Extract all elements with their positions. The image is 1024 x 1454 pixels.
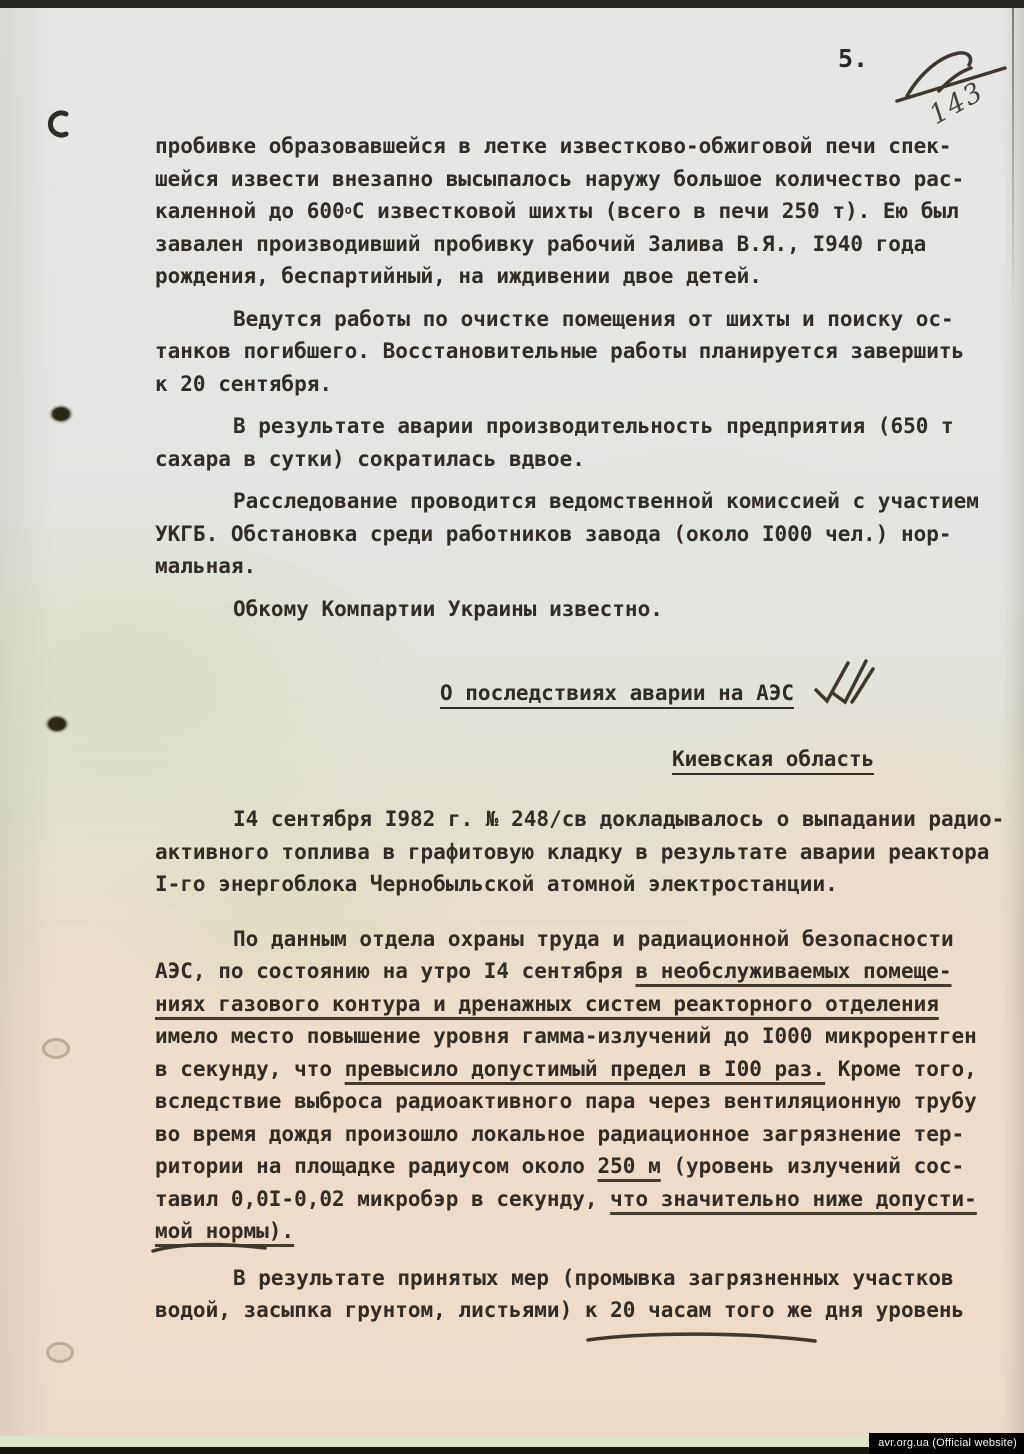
text-segment: имело место повышение уровня гамма-излучений до I000 микрорентген: [155, 1024, 977, 1048]
paragraph: [155, 410, 1024, 475]
text-line: [155, 1085, 1024, 1118]
text-line: [155, 518, 1024, 551]
text-line: [155, 130, 1024, 163]
text-segment: По данным отдела охраны труда и радиационной безопасности: [233, 926, 954, 951]
text-segment: Ведутся работы по очистке помещения от шихты и поиску ос-: [233, 306, 954, 331]
text-segment: в необслуживаемых помеще-: [635, 959, 952, 983]
text-line: [440, 677, 1024, 710]
text-segment: каленной до 600: [155, 199, 345, 223]
text-line: [155, 1183, 1024, 1216]
watermark-label: avr.org.ua (Official website): [869, 1433, 1024, 1454]
paragraph: [155, 485, 1024, 583]
heading-checkmarks-icon: [812, 656, 878, 708]
text-line: [155, 1215, 1024, 1248]
text-segment: ритории на площадке радиусом около: [155, 1154, 598, 1178]
text-line: [155, 803, 1024, 836]
text-segment: ниях газового контура и дренажных систем реакторного отделения: [155, 991, 939, 1016]
text-segment: к 20 сентября.: [155, 371, 333, 396]
paragraph: [155, 803, 1024, 901]
text-segment: тавил 0,0I-0,02 микробэр в секунду,: [155, 1186, 611, 1211]
text-line: [155, 443, 1024, 476]
text-line: [155, 163, 1024, 196]
text-segment: Расследование проводится ведомственной комиссией с участием: [233, 489, 979, 513]
text-segment: превысило допустимый предел в I00 раз.: [344, 1056, 826, 1081]
text-segment: Кроме того,: [825, 1056, 977, 1081]
text-line: [155, 1118, 1024, 1151]
text-segment: С известковой шихты (всего в печи 250 т). Ею был: [351, 199, 959, 223]
text-line: [155, 868, 1024, 901]
page-number: 5.: [838, 44, 869, 73]
text-line: [155, 1020, 1024, 1053]
handwritten-page-number: 143: [924, 75, 990, 132]
text-segment: Обкому Компартии Украины известно.: [233, 596, 663, 621]
document-region: [672, 743, 1024, 776]
text-segment: АЭС, по состоянию на утро I4 сентября: [155, 959, 636, 983]
text-segment: рождения, беспартийный, на иждивении двое детей.: [155, 264, 762, 288]
text-line: [155, 335, 1024, 368]
text-segment: I4 сентября I982 г. № 248/св докладывалось о выпадании радио-: [233, 807, 1005, 831]
text-line: [155, 368, 1024, 401]
text-line: [155, 410, 1024, 443]
text-segment: В результате принятых мер (промывка загрязненных участков: [233, 1265, 954, 1290]
text-line: [155, 195, 1024, 228]
text-segment: во время дождя произошло локальное радиационное загрязнение тер-: [155, 1121, 965, 1146]
text-line: [155, 303, 1024, 336]
text-line: [155, 550, 1024, 583]
text-segment: (уровень излучений сос-: [660, 1154, 965, 1178]
text-segment: мой нормы).: [155, 1219, 295, 1243]
text-segment: УКГБ. Обстановка среди работников завода (около I000 чел.) нор-: [155, 521, 952, 546]
text-segment: I-го энергоблока Чернобыльской атомной электростанции.: [155, 872, 838, 896]
text-segment: завален производивший пробивку рабочий Залива В.Я., I940 года: [155, 231, 927, 256]
text-segment: 250 м: [597, 1154, 661, 1178]
text-segment: что значительно ниже допусти-: [610, 1186, 977, 1211]
paragraph: [155, 593, 1024, 626]
text-segment: пробивке образовавшейся в летке известково-обжиговой печи спек-: [155, 134, 952, 158]
pen-stroke: [150, 1240, 270, 1256]
punch-hole: [46, 1342, 74, 1363]
text-line: [155, 923, 1024, 956]
text-segment: вследствие выброса радиоактивного пара через вентиляционную трубу: [155, 1089, 977, 1113]
paragraph: [155, 130, 1024, 293]
text-line: [155, 260, 1024, 293]
text-line: [155, 228, 1024, 261]
text-segment: водой, засыпка грунтом, листьями) к 20 часам того же дня уровень: [155, 1298, 965, 1322]
document-heading: [440, 677, 1024, 710]
pen-stroke: [585, 1330, 820, 1348]
text-segment: сахара в сутки) сократилась вдвое.: [155, 446, 585, 471]
text-line: [155, 593, 1024, 626]
text-line: [155, 1150, 1024, 1183]
paragraph: [155, 923, 1024, 1248]
text-line: [155, 955, 1024, 988]
text-line: [155, 1262, 1024, 1295]
text-line: [155, 836, 1024, 869]
text-segment: о: [344, 203, 352, 217]
text-line: [155, 1294, 1024, 1327]
text-segment: танков погибшего. Восстановительные работы планируется завершить: [155, 339, 965, 363]
text-line: [155, 988, 1024, 1021]
text-line: [155, 485, 1024, 518]
text-segment: шейся извести внезапно высыпалось наружу большое количество рас-: [155, 166, 965, 191]
text-line: [672, 743, 1024, 776]
paragraph: [155, 303, 1024, 401]
text-segment: О последствиях аварии на АЭС: [440, 681, 794, 709]
text-segment: мальная.: [155, 554, 257, 578]
text-segment: активного топлива в графитовую кладку в результате аварии реактора: [155, 839, 990, 864]
text-segment: В результате аварии производительность предприятия (650 т: [233, 414, 954, 438]
text-segment: в секунду, что: [155, 1056, 345, 1081]
text-segment: Киевская область: [672, 747, 874, 775]
paragraph: [155, 1262, 1024, 1327]
text-line: [155, 1053, 1024, 1086]
page-edge-line: [1012, 8, 1014, 308]
